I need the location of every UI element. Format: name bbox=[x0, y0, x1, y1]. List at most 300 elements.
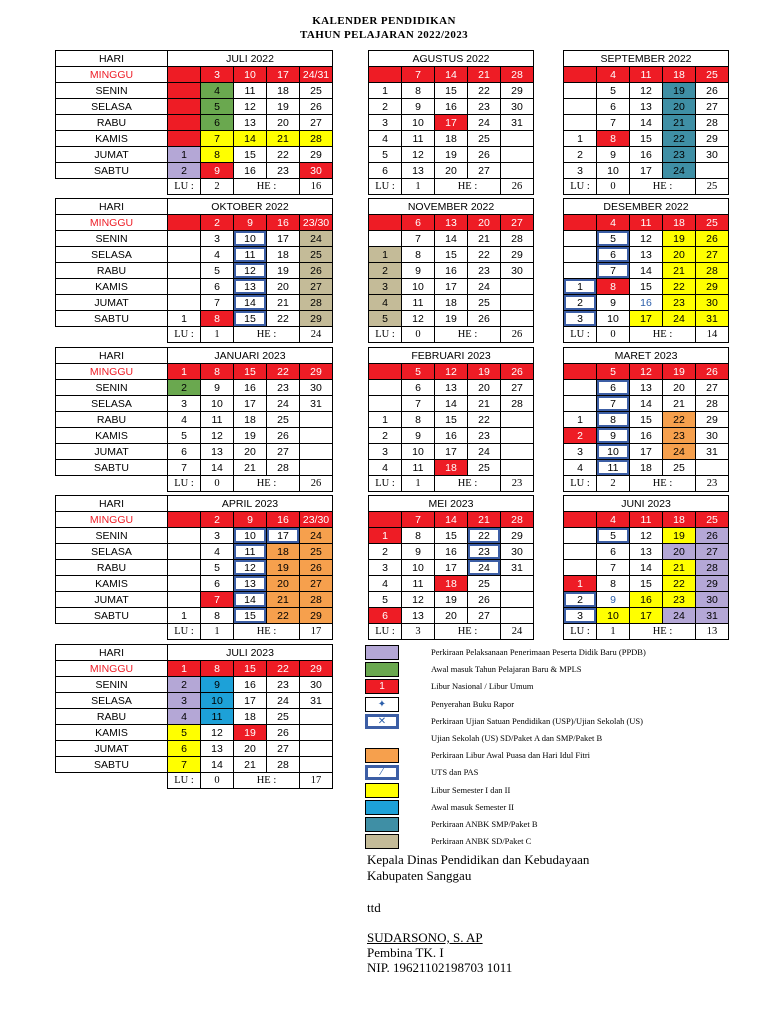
date-cell: 13 bbox=[234, 279, 267, 295]
date-cell: 4 bbox=[201, 83, 234, 99]
month-title: APRIL 2023 bbox=[168, 496, 333, 512]
date-cell: 26 bbox=[468, 592, 501, 608]
date-cell: 27 bbox=[468, 608, 501, 624]
lu-value: 0 bbox=[201, 476, 234, 492]
date-cell: 10 bbox=[234, 528, 267, 544]
date-cell: 9 bbox=[201, 163, 234, 179]
date-cell: 5 bbox=[369, 311, 402, 327]
date-cell bbox=[168, 83, 201, 99]
date-cell bbox=[168, 576, 201, 592]
date-cell: 15 bbox=[630, 576, 663, 592]
date-cell: 17 bbox=[630, 163, 663, 179]
month-table bbox=[55, 347, 333, 492]
date-cell: 25 bbox=[468, 131, 501, 147]
date-cell: 27 bbox=[696, 247, 729, 263]
signature-office: Kepala Dinas Pendidikan dan Kebudayaan bbox=[367, 852, 590, 867]
date-cell: 20 bbox=[468, 380, 501, 396]
day-name: MINGGU bbox=[56, 67, 168, 83]
date-cell: 1 bbox=[564, 279, 597, 295]
he-value: 25 bbox=[696, 179, 729, 195]
date-cell: 24 bbox=[300, 528, 333, 544]
date-cell: 7 bbox=[402, 67, 435, 83]
date-cell: 16 bbox=[435, 544, 468, 560]
date-cell: 12 bbox=[402, 592, 435, 608]
date-cell: 24 bbox=[267, 396, 300, 412]
date-cell: 5 bbox=[402, 364, 435, 380]
date-cell: 25 bbox=[468, 576, 501, 592]
date-cell: 17 bbox=[267, 231, 300, 247]
lu-value: 0 bbox=[402, 327, 435, 343]
date-cell: 26 bbox=[696, 364, 729, 380]
hari-header: HARI bbox=[56, 496, 168, 512]
date-cell: 13 bbox=[402, 163, 435, 179]
date-cell: 1 bbox=[369, 528, 402, 544]
date-cell: 17 bbox=[435, 115, 468, 131]
date-cell: 15 bbox=[435, 83, 468, 99]
month-title: JUNI 2023 bbox=[564, 496, 729, 512]
date-cell: 20 bbox=[663, 544, 696, 560]
date-cell: 5 bbox=[369, 592, 402, 608]
he-value: 13 bbox=[696, 624, 729, 640]
date-cell: 19 bbox=[234, 725, 267, 741]
date-cell: 21 bbox=[468, 396, 501, 412]
date-cell: 5 bbox=[369, 147, 402, 163]
date-cell: 28 bbox=[696, 396, 729, 412]
date-cell: 29 bbox=[300, 608, 333, 624]
date-cell: 12 bbox=[402, 311, 435, 327]
date-cell: 2 bbox=[369, 544, 402, 560]
date-cell: 16 bbox=[267, 215, 300, 231]
date-cell: 8 bbox=[597, 131, 630, 147]
date-cell bbox=[501, 592, 534, 608]
date-cell: 22 bbox=[267, 608, 300, 624]
date-cell: 14 bbox=[234, 295, 267, 311]
lu-value: 1 bbox=[201, 327, 234, 343]
date-cell bbox=[564, 528, 597, 544]
date-cell: 3 bbox=[369, 115, 402, 131]
date-cell: 27 bbox=[300, 279, 333, 295]
date-cell bbox=[369, 231, 402, 247]
date-cell: 7 bbox=[402, 512, 435, 528]
he-value: 14 bbox=[696, 327, 729, 343]
month-table bbox=[563, 198, 762, 343]
date-cell: 27 bbox=[696, 99, 729, 115]
date-cell: 19 bbox=[663, 231, 696, 247]
date-cell: 28 bbox=[501, 512, 534, 528]
date-cell: 30 bbox=[696, 428, 729, 444]
date-cell: 14 bbox=[435, 67, 468, 83]
date-cell bbox=[168, 67, 201, 83]
he-label: HE : bbox=[435, 476, 501, 492]
date-cell: 1 bbox=[369, 83, 402, 99]
legend-text: Penyerahan Buku Rapor bbox=[431, 698, 515, 709]
date-cell: 5 bbox=[168, 725, 201, 741]
legend-swatch: ⁄ bbox=[365, 765, 399, 780]
date-cell: 13 bbox=[435, 215, 468, 231]
date-cell: 31 bbox=[696, 608, 729, 624]
date-cell: 2 bbox=[168, 677, 201, 693]
day-name: RABU bbox=[56, 412, 168, 428]
date-cell: 18 bbox=[234, 709, 267, 725]
date-cell: 15 bbox=[630, 412, 663, 428]
date-cell bbox=[168, 231, 201, 247]
month-title: NOVEMBER 2022 bbox=[369, 199, 534, 215]
date-cell: 27 bbox=[696, 380, 729, 396]
date-cell bbox=[300, 757, 333, 773]
date-cell: 27 bbox=[300, 576, 333, 592]
date-cell: 19 bbox=[267, 263, 300, 279]
date-cell: 9 bbox=[597, 295, 630, 311]
date-cell: 24 bbox=[300, 231, 333, 247]
lu-label: LU : bbox=[369, 179, 402, 195]
date-cell: 19 bbox=[435, 311, 468, 327]
signature-ttd: ttd bbox=[367, 900, 381, 915]
day-name: MINGGU bbox=[56, 512, 168, 528]
date-cell: 13 bbox=[630, 544, 663, 560]
date-cell: 3 bbox=[201, 528, 234, 544]
date-cell: 23 bbox=[663, 147, 696, 163]
date-cell: 11 bbox=[234, 83, 267, 99]
date-cell: 26 bbox=[300, 263, 333, 279]
legend-text: Perkiraan ANBK SMP/Paket B bbox=[431, 819, 538, 829]
hari-header: HARI bbox=[56, 348, 168, 364]
date-cell: 20 bbox=[267, 576, 300, 592]
he-value: 23 bbox=[501, 476, 534, 492]
lu-value: 1 bbox=[402, 476, 435, 492]
date-cell: 2 bbox=[369, 263, 402, 279]
date-cell: 14 bbox=[435, 512, 468, 528]
date-cell: 21 bbox=[234, 757, 267, 773]
legend-text: Libur Nasional / Libur Umum bbox=[431, 681, 534, 692]
day-name: JUMAT bbox=[56, 147, 168, 163]
date-cell: 24 bbox=[663, 608, 696, 624]
date-cell: 28 bbox=[696, 263, 729, 279]
date-cell bbox=[564, 380, 597, 396]
date-cell: 27 bbox=[468, 163, 501, 179]
date-cell: 19 bbox=[267, 560, 300, 576]
date-cell: 22 bbox=[267, 147, 300, 163]
date-cell: 22 bbox=[468, 528, 501, 544]
date-cell: 25 bbox=[696, 512, 729, 528]
date-cell bbox=[300, 709, 333, 725]
date-cell: 10 bbox=[402, 444, 435, 460]
legend-swatch: ✕ bbox=[365, 714, 399, 729]
date-cell: 22 bbox=[267, 364, 300, 380]
date-cell bbox=[696, 163, 729, 179]
date-cell: 1 bbox=[168, 661, 201, 677]
date-cell: 27 bbox=[501, 215, 534, 231]
date-cell: 8 bbox=[597, 279, 630, 295]
date-cell: 29 bbox=[501, 83, 534, 99]
date-cell: 18 bbox=[267, 544, 300, 560]
date-cell bbox=[564, 396, 597, 412]
date-cell bbox=[300, 444, 333, 460]
day-name: RABU bbox=[56, 115, 168, 131]
date-cell: 21 bbox=[234, 460, 267, 476]
date-cell: 5 bbox=[201, 263, 234, 279]
date-cell: 24 bbox=[663, 311, 696, 327]
date-cell bbox=[501, 444, 534, 460]
date-cell: 15 bbox=[435, 412, 468, 428]
date-cell: 31 bbox=[300, 396, 333, 412]
date-cell: 27 bbox=[267, 741, 300, 757]
footer-spacer bbox=[56, 773, 168, 789]
date-cell: 19 bbox=[468, 364, 501, 380]
date-cell: 13 bbox=[435, 380, 468, 396]
date-cell: 2 bbox=[564, 147, 597, 163]
date-cell bbox=[501, 412, 534, 428]
date-cell: 28 bbox=[501, 67, 534, 83]
day-name: MINGGU bbox=[56, 215, 168, 231]
date-cell: 31 bbox=[300, 693, 333, 709]
date-cell: 26 bbox=[267, 725, 300, 741]
date-cell: 3 bbox=[201, 67, 234, 83]
date-cell: 14 bbox=[201, 757, 234, 773]
date-cell: 16 bbox=[267, 512, 300, 528]
legend-text: Awal masuk Semester II bbox=[431, 801, 515, 812]
month-title: MEI 2023 bbox=[369, 496, 534, 512]
month-table bbox=[368, 50, 567, 195]
date-cell: 20 bbox=[267, 279, 300, 295]
date-cell: 2 bbox=[369, 99, 402, 115]
date-cell: 6 bbox=[201, 279, 234, 295]
date-cell bbox=[168, 512, 201, 528]
date-cell: 7 bbox=[597, 263, 630, 279]
day-name: SABTU bbox=[56, 163, 168, 179]
date-cell: 9 bbox=[201, 677, 234, 693]
date-cell: 11 bbox=[402, 131, 435, 147]
date-cell: 19 bbox=[663, 528, 696, 544]
date-cell: 6 bbox=[369, 608, 402, 624]
date-cell bbox=[168, 295, 201, 311]
lu-label: LU : bbox=[564, 624, 597, 640]
date-cell: 27 bbox=[501, 380, 534, 396]
date-cell: 17 bbox=[630, 608, 663, 624]
date-cell: 24 bbox=[663, 163, 696, 179]
date-cell: 11 bbox=[630, 67, 663, 83]
date-cell: 9 bbox=[597, 147, 630, 163]
date-cell: 8 bbox=[597, 576, 630, 592]
date-cell: 25 bbox=[300, 247, 333, 263]
date-cell: 1 bbox=[369, 247, 402, 263]
legend-swatch bbox=[365, 834, 399, 849]
he-label: HE : bbox=[630, 476, 696, 492]
date-cell: 17 bbox=[267, 67, 300, 83]
date-cell: 12 bbox=[402, 147, 435, 163]
date-cell: 11 bbox=[597, 460, 630, 476]
date-cell: 7 bbox=[201, 295, 234, 311]
hari-header: HARI bbox=[56, 199, 168, 215]
date-cell: 11 bbox=[402, 295, 435, 311]
date-cell: 31 bbox=[696, 444, 729, 460]
date-cell: 20 bbox=[435, 608, 468, 624]
day-name: SABTU bbox=[56, 757, 168, 773]
date-cell: 7 bbox=[402, 396, 435, 412]
date-cell: 21 bbox=[663, 115, 696, 131]
day-name: RABU bbox=[56, 263, 168, 279]
date-cell bbox=[168, 131, 201, 147]
date-cell: 16 bbox=[234, 163, 267, 179]
date-cell: 29 bbox=[696, 576, 729, 592]
date-cell: 19 bbox=[435, 147, 468, 163]
lu-value: 0 bbox=[597, 327, 630, 343]
date-cell: 15 bbox=[234, 661, 267, 677]
date-cell: 2 bbox=[564, 295, 597, 311]
legend-swatch bbox=[365, 800, 399, 815]
date-cell: 20 bbox=[234, 741, 267, 757]
day-name: KAMIS bbox=[56, 576, 168, 592]
date-cell: 24 bbox=[267, 693, 300, 709]
date-cell: 20 bbox=[468, 215, 501, 231]
month-table bbox=[55, 50, 333, 195]
date-cell: 10 bbox=[402, 279, 435, 295]
date-cell: 25 bbox=[300, 544, 333, 560]
date-cell: 18 bbox=[630, 460, 663, 476]
date-cell: 5 bbox=[201, 560, 234, 576]
date-cell: 23/30 bbox=[300, 215, 333, 231]
date-cell: 13 bbox=[234, 115, 267, 131]
date-cell bbox=[501, 576, 534, 592]
date-cell: 2 bbox=[369, 428, 402, 444]
date-cell: 29 bbox=[501, 528, 534, 544]
date-cell: 23 bbox=[663, 592, 696, 608]
footer-spacer bbox=[56, 624, 168, 640]
lu-label: LU : bbox=[564, 327, 597, 343]
date-cell: 27 bbox=[267, 444, 300, 460]
day-name: KAMIS bbox=[56, 279, 168, 295]
date-cell: 4 bbox=[597, 215, 630, 231]
date-cell: 10 bbox=[597, 444, 630, 460]
date-cell: 31 bbox=[696, 311, 729, 327]
date-cell: 11 bbox=[234, 247, 267, 263]
month-title: JULI 2023 bbox=[168, 645, 333, 661]
date-cell: 21 bbox=[663, 560, 696, 576]
lu-label: LU : bbox=[168, 624, 201, 640]
he-value: 26 bbox=[501, 327, 534, 343]
he-label: HE : bbox=[435, 327, 501, 343]
date-cell: 19 bbox=[435, 592, 468, 608]
date-cell: 17 bbox=[630, 444, 663, 460]
date-cell: 5 bbox=[168, 428, 201, 444]
date-cell: 25 bbox=[696, 215, 729, 231]
date-cell: 23 bbox=[468, 544, 501, 560]
date-cell bbox=[501, 428, 534, 444]
date-cell: 29 bbox=[300, 147, 333, 163]
date-cell: 6 bbox=[597, 247, 630, 263]
date-cell: 13 bbox=[630, 247, 663, 263]
document-subtitle: TAHUN PELAJARAN 2022/2023 bbox=[299, 29, 469, 41]
date-cell bbox=[168, 592, 201, 608]
date-cell: 9 bbox=[597, 428, 630, 444]
date-cell: 15 bbox=[435, 528, 468, 544]
date-cell: 29 bbox=[696, 279, 729, 295]
date-cell bbox=[564, 67, 597, 83]
date-cell bbox=[501, 311, 534, 327]
date-cell: 5 bbox=[597, 364, 630, 380]
day-name: RABU bbox=[56, 560, 168, 576]
date-cell: 12 bbox=[234, 99, 267, 115]
date-cell: 16 bbox=[234, 380, 267, 396]
date-cell: 7 bbox=[168, 460, 201, 476]
hari-header: HARI bbox=[56, 645, 168, 661]
document-title: KALENDER PENDIDIKAN bbox=[312, 15, 456, 27]
date-cell: 8 bbox=[402, 528, 435, 544]
legend-text: Perkiraan Pelaksanaan Penerimaan Peserta Didik Baru (PPDB) bbox=[431, 647, 646, 657]
date-cell bbox=[501, 163, 534, 179]
date-cell: 8 bbox=[201, 311, 234, 327]
date-cell bbox=[300, 412, 333, 428]
date-cell: 13 bbox=[234, 576, 267, 592]
date-cell: 17 bbox=[630, 311, 663, 327]
date-cell: 21 bbox=[663, 396, 696, 412]
date-cell: 10 bbox=[597, 163, 630, 179]
date-cell: 10 bbox=[234, 67, 267, 83]
date-cell: 13 bbox=[402, 608, 435, 624]
legend-text: UTS dan PAS bbox=[431, 767, 479, 778]
date-cell: 13 bbox=[630, 99, 663, 115]
date-cell: 13 bbox=[201, 741, 234, 757]
date-cell bbox=[564, 115, 597, 131]
date-cell: 27 bbox=[696, 544, 729, 560]
date-cell: 25 bbox=[696, 67, 729, 83]
date-cell: 16 bbox=[630, 592, 663, 608]
date-cell: 1 bbox=[369, 412, 402, 428]
date-cell: 29 bbox=[696, 412, 729, 428]
lu-value: 2 bbox=[597, 476, 630, 492]
lu-value: 0 bbox=[201, 773, 234, 789]
lu-label: LU : bbox=[168, 327, 201, 343]
date-cell: 6 bbox=[168, 444, 201, 460]
date-cell: 24 bbox=[663, 444, 696, 460]
date-cell: 3 bbox=[369, 444, 402, 460]
he-label: HE : bbox=[234, 476, 300, 492]
date-cell: 11 bbox=[234, 544, 267, 560]
date-cell: 24 bbox=[468, 444, 501, 460]
date-cell bbox=[168, 528, 201, 544]
date-cell: 19 bbox=[234, 428, 267, 444]
date-cell: 1 bbox=[168, 608, 201, 624]
date-cell: 14 bbox=[630, 396, 663, 412]
date-cell: 16 bbox=[435, 428, 468, 444]
date-cell: 14 bbox=[630, 115, 663, 131]
legend-swatch bbox=[365, 645, 399, 660]
date-cell: 8 bbox=[402, 412, 435, 428]
date-cell: 8 bbox=[402, 83, 435, 99]
date-cell: 21 bbox=[267, 131, 300, 147]
date-cell: 28 bbox=[300, 131, 333, 147]
month-table bbox=[563, 495, 762, 640]
day-name: JUMAT bbox=[56, 444, 168, 460]
date-cell: 5 bbox=[597, 231, 630, 247]
he-value: 26 bbox=[300, 476, 333, 492]
lu-label: LU : bbox=[168, 773, 201, 789]
date-cell: 14 bbox=[201, 460, 234, 476]
day-name: JUMAT bbox=[56, 295, 168, 311]
date-cell: 4 bbox=[201, 247, 234, 263]
date-cell: 23 bbox=[267, 380, 300, 396]
date-cell: 9 bbox=[234, 215, 267, 231]
month-title: FEBRUARI 2023 bbox=[369, 348, 534, 364]
month-title: OKTOBER 2022 bbox=[168, 199, 333, 215]
date-cell: 12 bbox=[630, 83, 663, 99]
date-cell: 3 bbox=[564, 608, 597, 624]
month-title: MARET 2023 bbox=[564, 348, 729, 364]
date-cell bbox=[168, 247, 201, 263]
legend-swatch bbox=[365, 783, 399, 798]
lu-value: 1 bbox=[597, 624, 630, 640]
date-cell: 22 bbox=[663, 576, 696, 592]
date-cell: 28 bbox=[300, 592, 333, 608]
